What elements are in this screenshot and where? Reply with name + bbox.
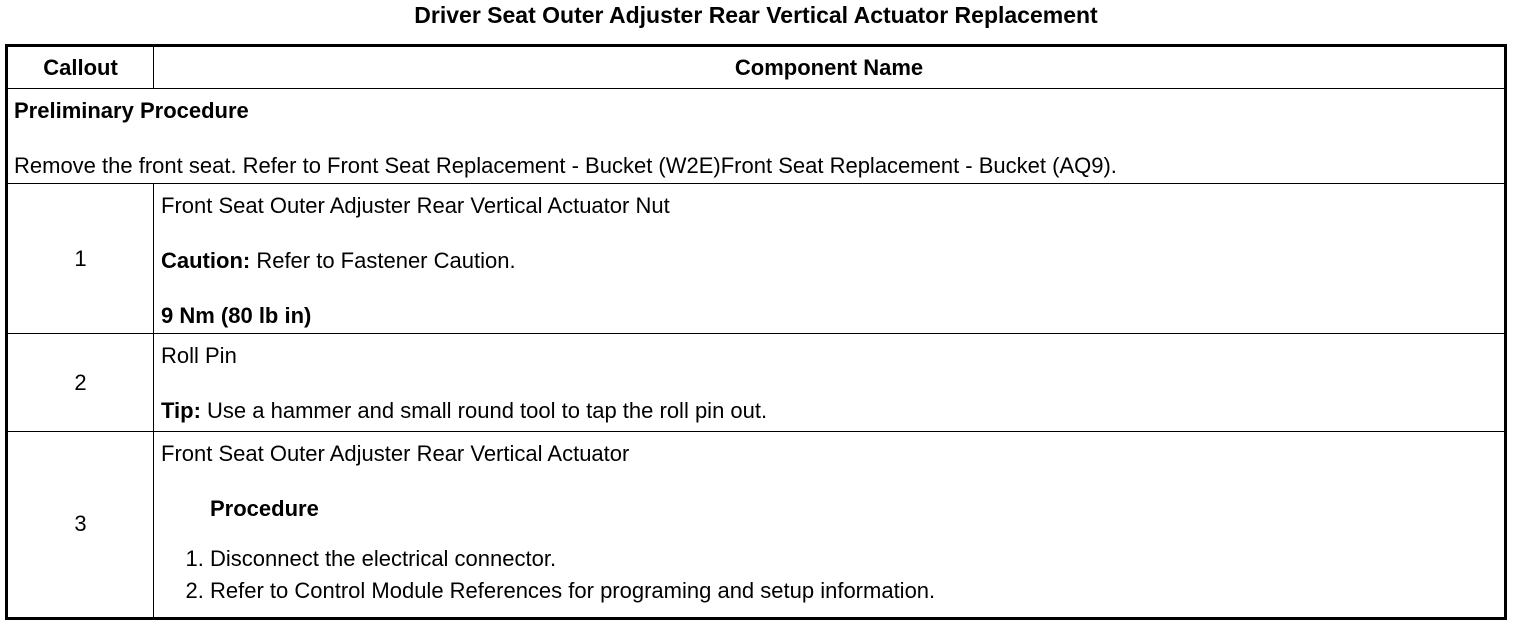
component-name: Front Seat Outer Adjuster Rear Vertical Actuator Nut [161, 193, 670, 219]
component-table [5, 44, 1507, 620]
component-cell [154, 334, 1506, 431]
procedure-steps [161, 543, 1497, 607]
component-name: Front Seat Outer Adjuster Rear Vertical Actuator [161, 440, 630, 466]
caution-label: Caution: [161, 248, 251, 274]
preliminary-row [7, 89, 1506, 184]
tip-note [161, 399, 1497, 423]
page-title: Driver Seat Outer Adjuster Rear Vertical Actuator Replacement [414, 2, 1098, 28]
callout-column-header: Callout [7, 46, 154, 89]
component-cell [154, 431, 1506, 618]
procedure-heading: Procedure [210, 495, 319, 521]
procedure-step: 2. Refer to Control Module References for programing and setup information. [210, 575, 1497, 607]
caution-text: Refer to Fastener Caution. [250, 248, 516, 274]
torque-spec: 9 Nm (80 lb in) [161, 303, 312, 329]
component-cell [154, 184, 1506, 334]
component-name: Roll Pin [161, 343, 237, 369]
table-row [7, 431, 1506, 618]
caution-note [161, 249, 1497, 273]
table-row [7, 334, 1506, 431]
preliminary-heading: Preliminary Procedure [14, 98, 249, 124]
component-column-header: Component Name [154, 46, 1506, 89]
callout-cell: 2 [7, 334, 154, 431]
callout-cell: 1 [7, 184, 154, 334]
table-row [7, 184, 1506, 334]
tip-label: Tip: [161, 398, 201, 424]
table-header-row [7, 46, 1506, 89]
callout-cell: 3 [7, 431, 154, 618]
preliminary-cell [7, 89, 1506, 184]
tip-text: Use a hammer and small round tool to tap the roll pin out. [200, 398, 768, 424]
procedure-step: 1. Disconnect the electrical connector. [210, 543, 1497, 575]
preliminary-text: Remove the front seat. Refer to Front Seat Replacement - Bucket (W2E)Front Seat Replacement - Bucket (AQ9). [14, 153, 1117, 179]
